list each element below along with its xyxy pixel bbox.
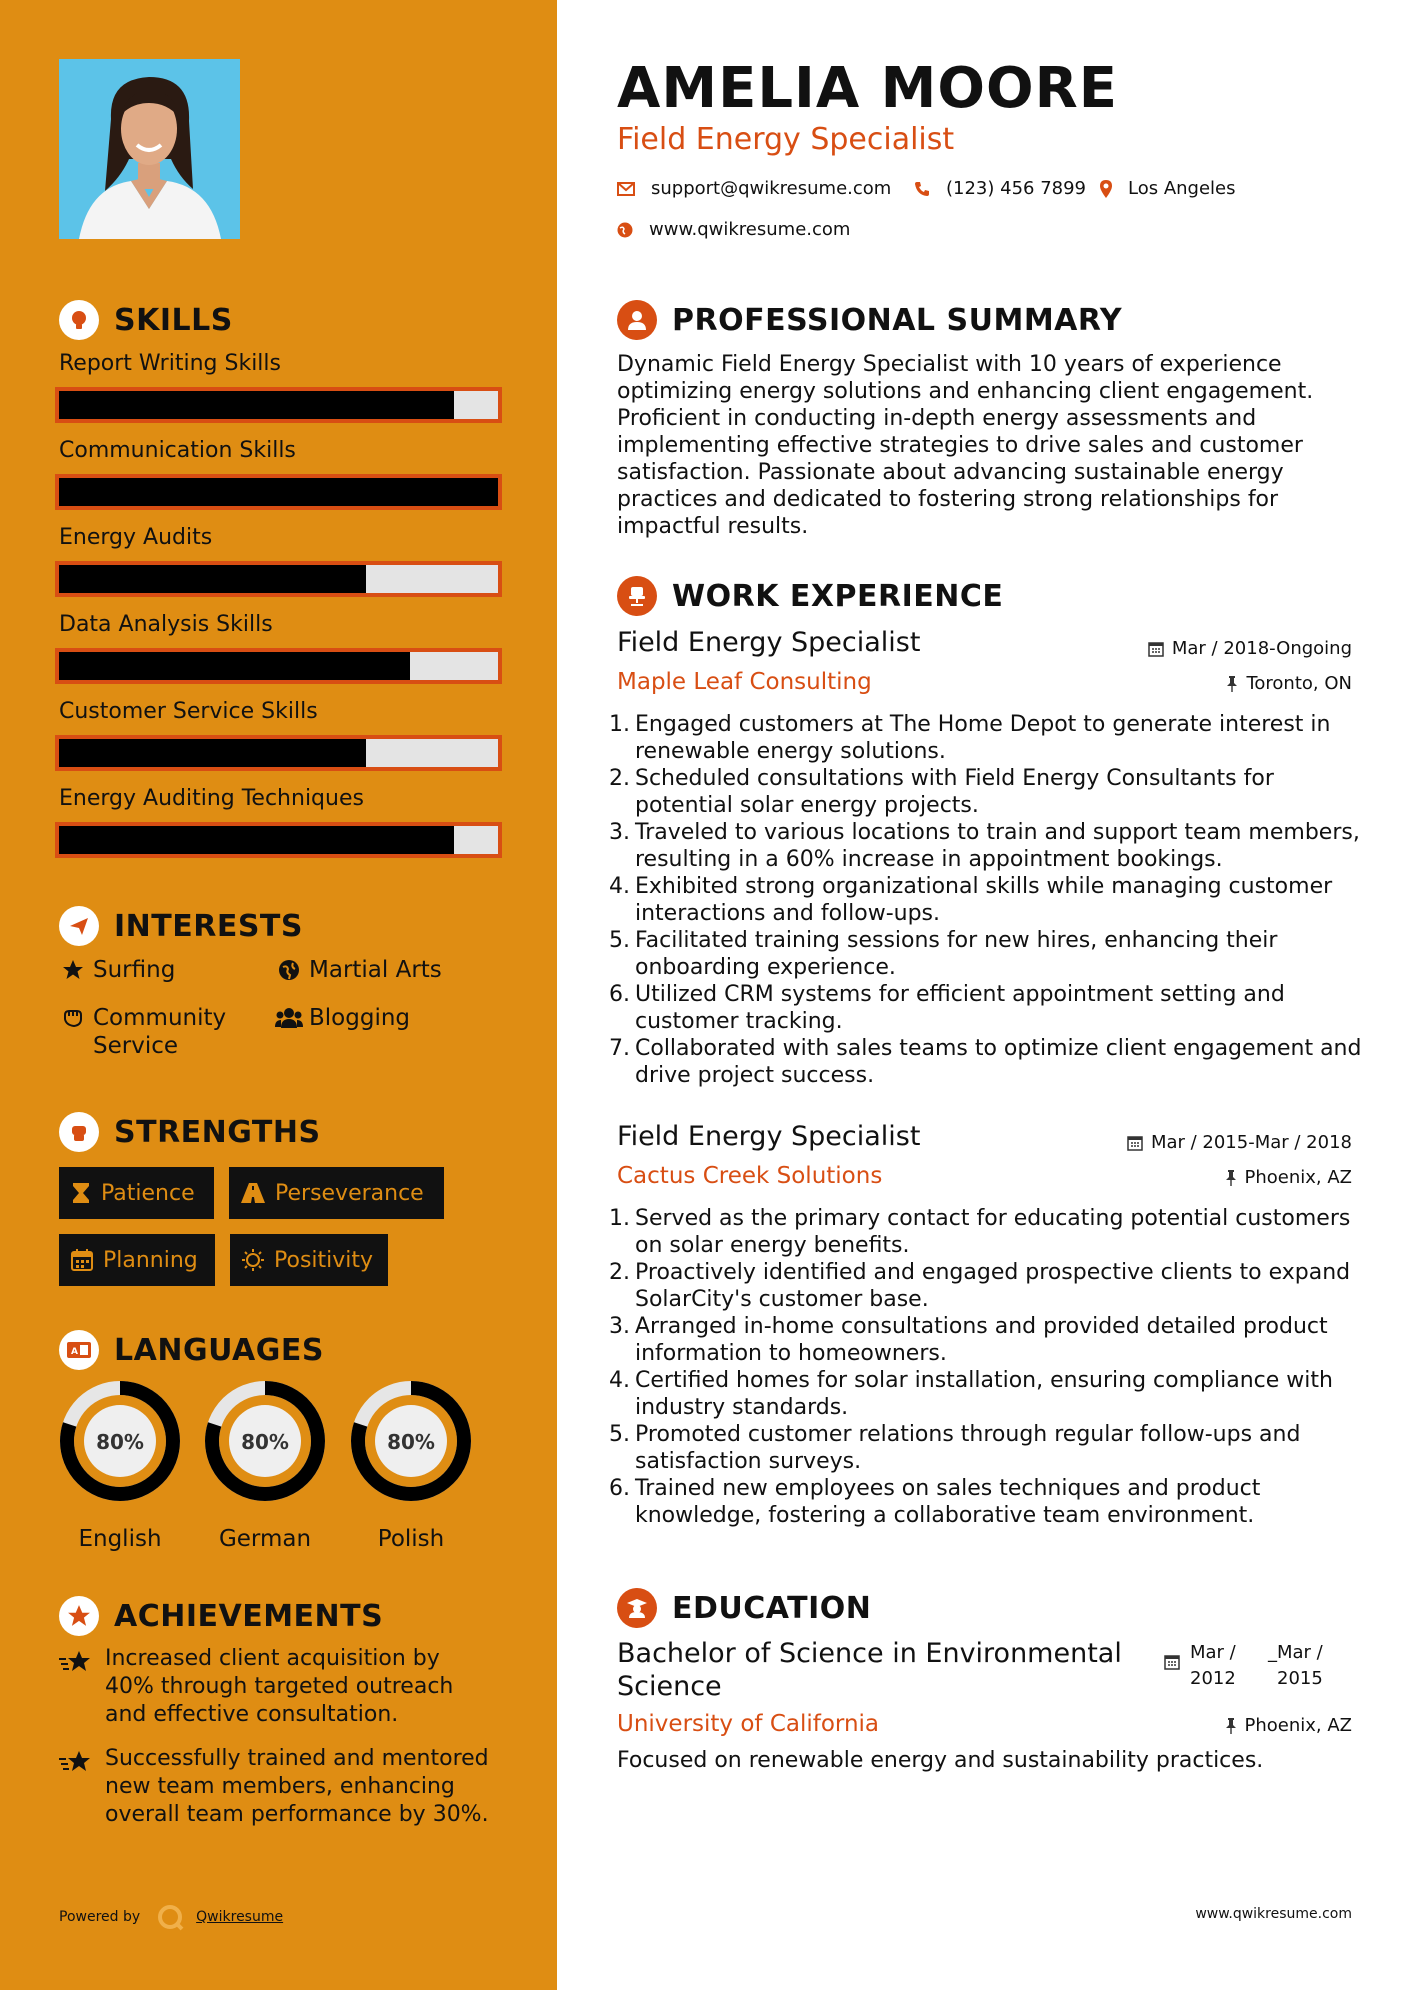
job-company: Cactus Creek Solutions — [617, 1163, 883, 1189]
interest-label: Martial Arts — [309, 957, 442, 983]
star-icon — [57, 956, 89, 981]
education-end-month: Mar / — [1277, 1642, 1323, 1663]
qwikresume-link[interactable]: Qwikresume — [196, 1909, 284, 1925]
job-duties — [609, 1205, 1369, 1529]
hand-icon — [57, 1004, 89, 1029]
skill-label: Energy Audits — [59, 525, 213, 550]
job-role: Field Energy Specialist — [617, 1121, 921, 1152]
strengths-heading — [59, 1112, 321, 1152]
duty-item: 3. Arranged in-home consultations and provided detailed product information to homeowners. — [609, 1313, 1369, 1367]
pushpin-icon — [1225, 1170, 1237, 1186]
skill-bar-fill — [59, 652, 410, 680]
main-content — [557, 0, 1407, 1990]
duty-item: 6. Trained new employees on sales techniques and product knowledge, fostering a collaborative team environment. — [609, 1475, 1369, 1529]
profile-photo-image — [59, 59, 240, 239]
graduate-icon — [617, 1588, 657, 1628]
duty-text: Exhibited strong organizational skills while managing customer interactions and follow-ups. — [635, 874, 1333, 926]
language-percent: 80% — [241, 1430, 289, 1454]
strength-label: Perseverance — [275, 1180, 424, 1206]
interests-heading — [59, 906, 303, 946]
job-role: Field Energy Specialist — [617, 627, 921, 658]
star-trophy-icon — [59, 1645, 105, 1729]
duty-item: 4. Certified homes for solar installation, ensuring compliance with industry standards. — [609, 1367, 1369, 1421]
strength-label: Positivity — [274, 1247, 374, 1273]
experience-heading — [617, 576, 1003, 616]
footer-url[interactable]: www.qwikresume.com — [1195, 1906, 1352, 1922]
globe-icon — [617, 222, 633, 238]
calendar-icon — [71, 1249, 93, 1271]
hourglass-icon — [71, 1182, 91, 1204]
duty-text: Trained new employees on sales techniques and product knowledge, fostering a collaborative team environment. — [635, 1476, 1261, 1528]
skill-label: Energy Auditing Techniques — [59, 786, 364, 811]
interest-label: Community Service — [93, 1005, 227, 1059]
road-icon — [241, 1183, 265, 1203]
language-item — [204, 1380, 326, 1552]
duty-text: Promoted customer relations through regular follow-ups and satisfaction surveys. — [635, 1422, 1301, 1474]
globe-icon — [273, 956, 305, 981]
contact-website — [617, 219, 850, 240]
education-location-text: Phoenix, AZ — [1244, 1715, 1352, 1736]
duty-text: Served as the primary contact for educating potential customers on solar energy benefits. — [635, 1206, 1351, 1258]
sidebar — [0, 0, 557, 1990]
skill-bar — [55, 648, 502, 684]
skill-bar-fill — [59, 391, 454, 419]
languages-title: LANGUAGES — [114, 1332, 324, 1368]
candidate-title: Field Energy Specialist — [617, 122, 955, 157]
fist-icon — [59, 1112, 99, 1152]
duty-item: 1. Engaged customers at The Home Depot to generate interest in renewable energy solutions. — [609, 711, 1369, 765]
users-icon — [273, 1004, 305, 1029]
calendar-icon — [1148, 641, 1164, 657]
language-ring — [204, 1380, 326, 1502]
job-dates-text: Mar / 2015-Mar / 2018 — [1150, 1132, 1352, 1153]
skills-heading — [59, 300, 233, 340]
skill-label: Data Analysis Skills — [59, 612, 273, 637]
duty-item: 5. Facilitated training sessions for new hires, enhancing their onboarding experience. — [609, 927, 1369, 981]
achievement-text: Increased client acquisition by 40% through targeted outreach and effective consultation. — [105, 1646, 454, 1727]
interest-item — [57, 956, 175, 984]
duty-item: 1. Served as the primary contact for educating potential customers on solar energy benefits. — [609, 1205, 1369, 1259]
duty-item: 4. Exhibited strong organizational skills while managing customer interactions and follow-ups. — [609, 873, 1369, 927]
sun-icon — [242, 1249, 264, 1271]
map-pin-icon — [1100, 180, 1112, 198]
skills-title: SKILLS — [114, 302, 233, 338]
achievements-title: ACHIEVEMENTS — [114, 1598, 384, 1634]
education-dates: Mar / 2012 _ Mar / 2015 — [1164, 1640, 1347, 1692]
education-end — [1277, 1640, 1347, 1692]
education-start — [1190, 1640, 1260, 1692]
strength-badge — [229, 1167, 444, 1219]
language-name: German — [218, 1526, 312, 1552]
duty-text: Proactively identified and engaged prospective clients to expand SolarCity's customer base. — [635, 1260, 1351, 1312]
job-dates — [1127, 1132, 1352, 1153]
language-ring — [350, 1380, 472, 1502]
job-location-text: Toronto, ON — [1246, 673, 1352, 694]
office-chair-icon — [617, 576, 657, 616]
education-title: EDUCATION — [672, 1590, 872, 1626]
education-school: University of California — [617, 1711, 880, 1737]
duty-item: 2. Proactively identified and engaged prospective clients to expand SolarCity's customer base. — [609, 1259, 1369, 1313]
candidate-name: AMELIA MOORE — [617, 56, 1118, 121]
skill-bar — [55, 387, 502, 423]
phone-text: (123) 456 7899 — [946, 178, 1087, 199]
language-ring — [59, 1380, 181, 1502]
duty-text: Arranged in-home consultations and provided detailed product information to homeowners. — [635, 1314, 1328, 1366]
duty-item: 6. Utilized CRM systems for efficient appointment setting and customer tracking. — [609, 981, 1369, 1035]
user-icon — [617, 300, 657, 340]
strength-badge — [230, 1234, 388, 1286]
skill-bar — [55, 474, 502, 510]
duty-text: Engaged customers at The Home Depot to generate interest in renewable energy solutions. — [635, 712, 1331, 764]
duty-item: 2. Scheduled consultations with Field Energy Consultants for potential solar energy projects. — [609, 765, 1369, 819]
interest-item — [57, 1004, 257, 1060]
duty-text: Traveled to various locations to train and support team members, resulting in a 60% increase in appointment bookings. — [635, 820, 1360, 872]
achievement-text: Successfully trained and mentored new team members, enhancing overall team performance by 30%. — [105, 1746, 489, 1827]
education-location — [1225, 1715, 1353, 1736]
language-name: Polish — [377, 1526, 445, 1552]
duty-item: 7. Collaborated with sales teams to optimize client engagement and drive project success. — [609, 1035, 1369, 1089]
interest-item — [273, 956, 442, 984]
contact-phone — [914, 178, 1086, 199]
strength-badge — [59, 1167, 214, 1219]
language-icon — [59, 1330, 99, 1370]
job-dates-text: Mar / 2018-Ongoing — [1171, 638, 1352, 659]
calendar-icon — [1164, 1640, 1180, 1692]
education-degree: Bachelor of Science in Environmental Science — [617, 1638, 1122, 1702]
skill-bar — [55, 561, 502, 597]
education-heading — [617, 1588, 871, 1628]
skill-bar-fill — [59, 739, 366, 767]
powered-by-label: Powered by — [59, 1909, 141, 1925]
education-description: Focused on renewable energy and sustainability practices. — [617, 1748, 1264, 1773]
pushpin-icon — [1226, 676, 1238, 692]
duty-text: Facilitated training sessions for new hires, enhancing their onboarding experience. — [635, 928, 1278, 980]
language-name: English — [78, 1526, 162, 1552]
strength-badge — [59, 1234, 215, 1286]
experience-title: WORK EXPERIENCE — [672, 578, 1004, 614]
skill-bar-fill — [59, 565, 366, 593]
language-percent: 80% — [387, 1430, 435, 1454]
location-text: Los Angeles — [1128, 178, 1236, 199]
skill-bar-fill — [59, 478, 498, 506]
summary-title: PROFESSIONAL SUMMARY — [672, 302, 1123, 338]
strength-label: Planning — [103, 1247, 198, 1273]
education-start-year: 2012 — [1190, 1668, 1236, 1689]
strengths-title: STRENGTHS — [114, 1114, 321, 1150]
star-trophy-icon — [59, 1745, 105, 1829]
strength-label: Patience — [101, 1180, 195, 1206]
job-company: Maple Leaf Consulting — [617, 669, 872, 695]
powered-by — [59, 1903, 283, 1931]
interests-title: INTERESTS — [114, 908, 303, 944]
languages-heading — [59, 1330, 324, 1370]
education-end-year: 2015 — [1277, 1668, 1323, 1689]
job-dates — [1148, 638, 1352, 659]
contact-location — [1100, 178, 1236, 199]
interest-item — [273, 1004, 410, 1032]
job-location — [1225, 1167, 1353, 1188]
duty-text: Collaborated with sales teams to optimize client engagement and drive project success. — [635, 1036, 1362, 1088]
envelope-icon — [617, 182, 635, 196]
language-item — [350, 1380, 472, 1552]
duty-item: 3. Traveled to various locations to train and support team members, resulting in a 60% increase in appointment bookings. — [609, 819, 1369, 873]
svg-text:A: A — [71, 1347, 78, 1357]
achievements-heading — [59, 1596, 383, 1636]
job-duties — [609, 711, 1369, 1089]
achievement-item — [59, 1745, 499, 1829]
phone-icon — [914, 181, 930, 197]
calendar-icon — [1127, 1135, 1143, 1151]
email-text[interactable]: support@qwikresume.com — [651, 178, 892, 199]
skill-label: Report Writing Skills — [59, 351, 281, 376]
star-badge-icon — [59, 1596, 99, 1636]
summary-heading — [617, 300, 1122, 340]
duty-text: Certified homes for solar installation, ensuring compliance with industry standards. — [635, 1368, 1333, 1420]
duty-item: 5. Promoted customer relations through regular follow-ups and satisfaction surveys. — [609, 1421, 1369, 1475]
skill-label: Customer Service Skills — [59, 699, 318, 724]
qwikresume-logo-icon — [156, 1903, 184, 1931]
website-text[interactable]: www.qwikresume.com — [649, 219, 851, 240]
job-location — [1226, 673, 1352, 694]
duty-text: Scheduled consultations with Field Energy Consultants for potential solar energy projects. — [635, 766, 1274, 818]
duty-text: Utilized CRM systems for efficient appointment setting and customer tracking. — [635, 982, 1285, 1034]
interest-label: Blogging — [309, 1005, 411, 1031]
skill-bar — [55, 735, 502, 771]
interest-label: Surfing — [93, 957, 176, 983]
skill-bar-fill — [59, 826, 454, 854]
paper-plane-icon — [59, 906, 99, 946]
contact-email — [617, 178, 891, 199]
lightbulb-icon — [59, 300, 99, 340]
skill-bar — [55, 822, 502, 858]
pushpin-icon — [1225, 1718, 1237, 1734]
profile-photo — [59, 59, 240, 239]
skill-label: Communication Skills — [59, 438, 296, 463]
summary-text: Dynamic Field Energy Specialist with 10 years of experience optimizing energy solutions and enhancing client engagement. Proficient in conducting in-depth energy assessments and implementing effective strategies to drive sales and customer satisfaction. Passionate about advancing sustainable energy practices and dedicated to fostering strong relationships for impactful results. — [617, 352, 1314, 539]
job-location-text: Phoenix, AZ — [1244, 1167, 1352, 1188]
education-start-month: Mar / — [1190, 1642, 1236, 1663]
achievement-item — [59, 1645, 499, 1729]
language-item — [59, 1380, 181, 1552]
language-percent: 80% — [96, 1430, 144, 1454]
